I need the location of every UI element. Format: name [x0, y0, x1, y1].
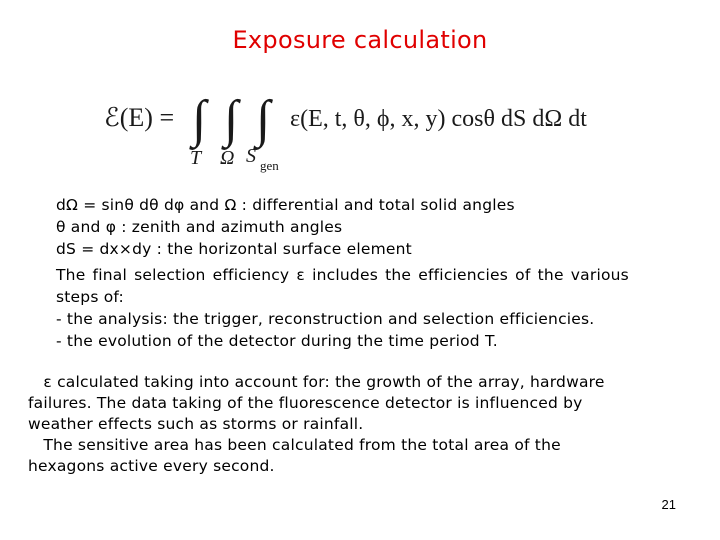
selection-bullet-analysis: - the analysis: the trigger, reconstruction and selection efficiencies.: [56, 310, 595, 328]
selection-line-1: The final selection efficiency ε includes the efficiencies of the various: [56, 266, 629, 284]
integral-limit-sgen: S: [246, 145, 256, 167]
equation-image: [100, 84, 660, 174]
definition-zenith-azimuth: θ and φ : zenith and azimuth angles: [56, 218, 343, 236]
page-number: 21: [661, 497, 676, 512]
integral-sign-2: ∫: [224, 91, 239, 148]
paragraph-line-3: weather effects such as storms or rainfall.: [28, 415, 364, 433]
integral-sign-3: ∫: [256, 91, 271, 148]
integral-limit-omega: Ω: [220, 147, 235, 169]
definition-surface-element: dS = dx×dy : the horizontal surface element: [56, 240, 412, 258]
integral-limit-sgen-sub: gen: [260, 158, 279, 173]
paragraph-line-5: hexagons active every second.: [28, 457, 275, 475]
slide-title: Exposure calculation: [232, 26, 488, 54]
paragraph-line-4: The sensitive area has been calculated from the total area of the: [28, 436, 561, 454]
exposure-equation: [100, 84, 660, 174]
integral-sign-1: ∫: [192, 91, 207, 148]
equation-integrand: ε(E, t, θ, ϕ, x, y) cosθ dS dΩ dt: [290, 106, 587, 132]
paragraph-line-1: ε calculated taking into account for: the growth of the array, hardware: [28, 373, 605, 391]
integral-limit-t: T: [190, 147, 202, 169]
selection-line-2: steps of:: [56, 288, 124, 306]
definition-solid-angle: dΩ = sinθ dθ dφ and Ω : differential and total solid angles: [56, 196, 515, 214]
selection-efficiency-block: [56, 264, 706, 352]
equation-lhs: ℰ(E) =: [104, 103, 175, 132]
paragraph-line-2: failures. The data taking of the fluorescence detector is influenced by: [28, 394, 583, 412]
exposure-paragraph: [28, 372, 688, 477]
selection-bullet-evolution: - the evolution of the detector during the time period T.: [56, 332, 498, 350]
definitions-block: [56, 194, 515, 260]
